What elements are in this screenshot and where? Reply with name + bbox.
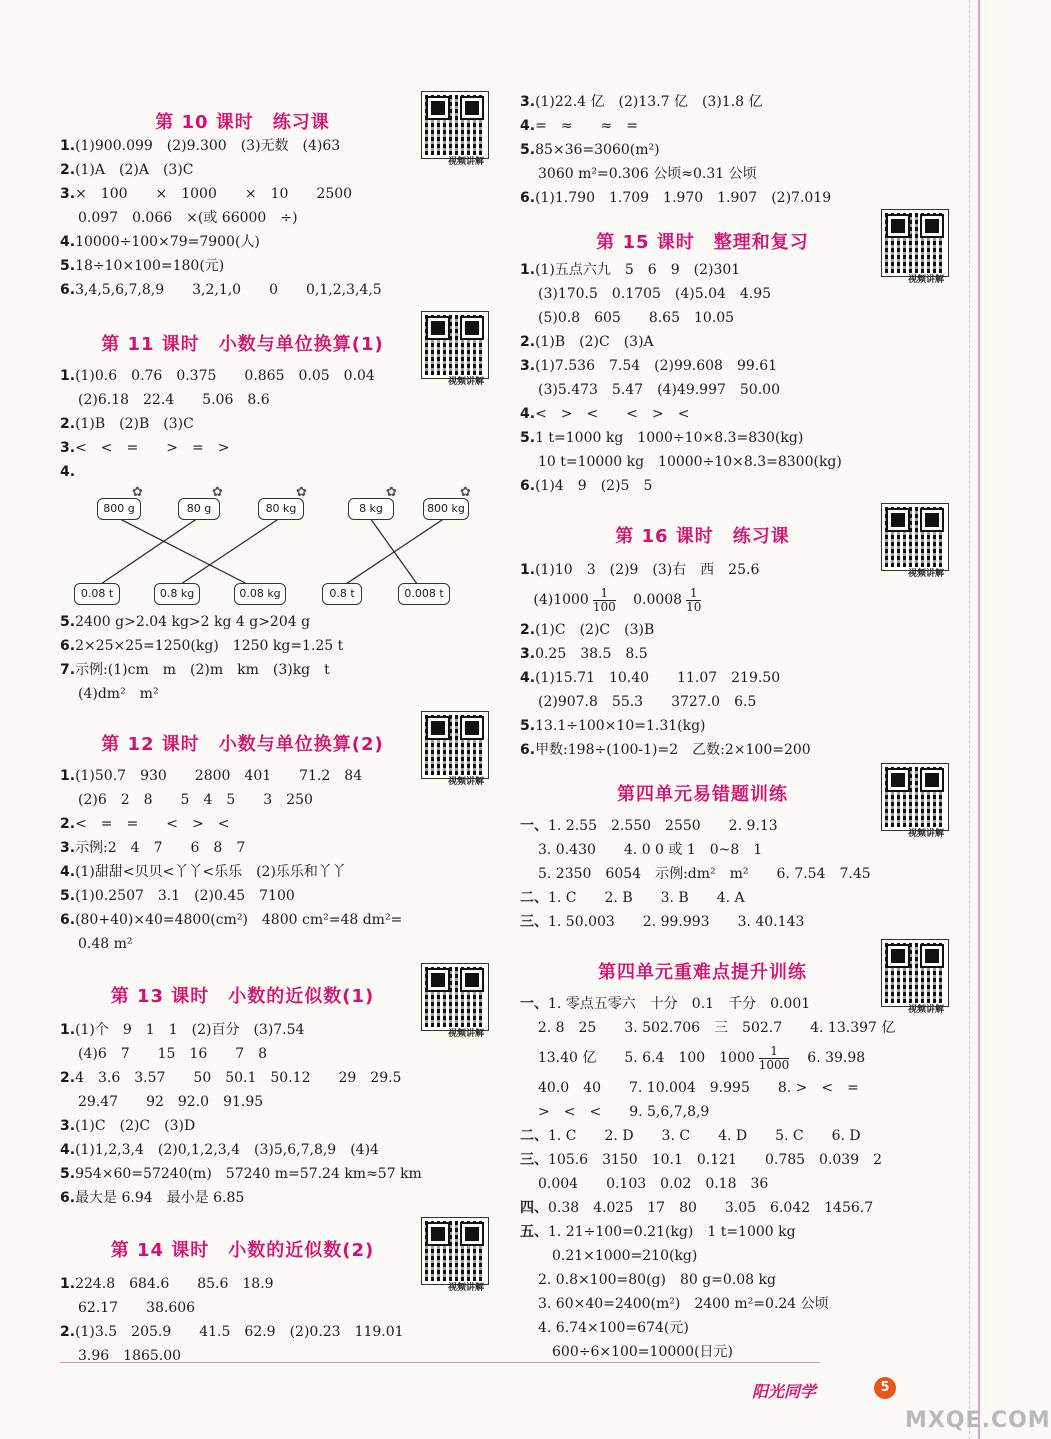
bag-icon: ✿ — [296, 485, 307, 500]
weight-box-top: 800 g — [97, 498, 141, 520]
question-number: 四、 — [520, 1200, 548, 1216]
bag-icon: ✿ — [460, 485, 471, 500]
answer-text: (1)C (2)C (3)D — [75, 1118, 196, 1134]
question-number: 1. — [60, 368, 76, 384]
question-number: 1. — [60, 768, 76, 784]
question-number: 4. — [60, 1142, 76, 1158]
answer-line — [60, 1114, 490, 1138]
answer-line — [520, 1148, 950, 1172]
answer-line — [60, 836, 490, 860]
question-number: 2. — [60, 416, 76, 432]
answer-text: 0.48 m² — [78, 936, 133, 952]
answer-line — [520, 402, 950, 426]
answer-text: (1)900.099 (2)9.300 (3)无数 (4)63 — [75, 138, 341, 154]
answer-text: 2×25×25=1250(kg) 1250 kg=1.25 t — [75, 638, 344, 654]
qr-code-icon[interactable] — [882, 940, 948, 1006]
answer-text: (4)6 7 15 16 7 8 — [78, 1046, 268, 1062]
answer-line — [520, 162, 950, 186]
question-number: 5. — [60, 258, 76, 274]
question-number: 5. — [520, 142, 536, 158]
answer-text: (80+40)×40=4800(cm²) 4800 cm²=48 dm²= — [75, 912, 403, 928]
question-number: 5. — [60, 614, 76, 630]
answer-text: 0.097 0.066 ×(或 66000 ÷) — [78, 210, 298, 226]
question-number: 4. — [60, 864, 76, 880]
answer-text: (1)50.7 930 2800 401 71.2 84 — [75, 768, 363, 784]
answer-line — [520, 1076, 950, 1100]
section-title: 第 12 课时 小数与单位换算(2) — [101, 734, 384, 755]
question-number: 3. — [60, 186, 76, 202]
answer-text: 示例:(1)cm m (2)m km (3)kg t — [75, 662, 330, 678]
answer-text: < > < < > < — [535, 406, 690, 422]
question-number: 三、 — [520, 1152, 548, 1168]
answer-text: (1)15.71 10.40 11.07 219.50 — [535, 670, 781, 686]
qr-caption: 视频讲解 — [907, 569, 944, 579]
question-number: 五、 — [520, 1224, 548, 1240]
weight-box-top: 800 kg — [423, 498, 469, 520]
answer-line — [520, 738, 950, 762]
answer-text: (1)A (2)A (3)C — [75, 162, 194, 178]
answer-text: (1)22.4 亿 (2)13.7 亿 (3)1.8 亿 — [535, 94, 763, 110]
question-number: 2. — [520, 622, 536, 638]
answer-line — [520, 1244, 950, 1268]
answer-line-fraction: 13.40 亿 5. 6.4 100 1000 $\frac{1}{1000}$ 6. 39.98 — [537, 1043, 866, 1072]
qr-caption: 视频讲解 — [907, 829, 944, 839]
section-unit4-advanced — [520, 938, 950, 1364]
question-number: 5. — [520, 718, 536, 734]
question-number: 2. — [60, 816, 76, 832]
weight-box-top: 8 kg — [348, 498, 394, 520]
answer-text: 18÷10×100=180(元) — [75, 258, 225, 274]
answer-line — [60, 158, 490, 182]
answer-text: 3. 60×40=2400(m²) 2400 m²=0.24 公顷 — [538, 1296, 829, 1312]
answer-text: (2)6 2 8 5 4 5 3 250 — [78, 792, 313, 808]
question-number: 2. — [60, 1324, 76, 1340]
qr-code-icon[interactable] — [422, 964, 488, 1030]
answer-line — [520, 114, 950, 138]
answer-line — [60, 1186, 490, 1210]
answer-line: 1.(1)10 3 (2)9 (3)右 西 25.6 — [520, 562, 760, 578]
bag-icon: ✿ — [386, 485, 397, 500]
answer-text: 示例:2 4 7 6 8 7 — [75, 840, 246, 856]
answer-line — [60, 230, 490, 254]
question-number: 4. — [520, 406, 536, 422]
question-number: 4. — [60, 464, 76, 480]
answer-line — [60, 388, 490, 412]
section-lesson-16 — [520, 504, 950, 762]
answer-text: 10 t=10000 kg 10000÷10×8.3=8300(kg) — [538, 454, 842, 470]
qr-code-icon[interactable] — [422, 312, 488, 378]
answer-line — [60, 206, 490, 230]
answer-text: (3)5.473 5.47 (4)49.997 50.00 — [538, 382, 780, 398]
answer-line — [520, 474, 950, 498]
section-title: 第四单元易错题训练 — [617, 784, 788, 805]
question-number: 4. — [60, 234, 76, 250]
footer-rule — [60, 1362, 820, 1363]
answer-text: 1. 2.55 2.550 2550 2. 9.13 — [548, 818, 778, 834]
answer-text: 2400 g>2.04 kg>2 kg 4 g>204 g — [75, 614, 311, 630]
question-number: 2. — [520, 334, 536, 350]
fraction: $\frac{1}{1000}$ — [758, 1043, 790, 1072]
qr-code-icon[interactable] — [882, 504, 948, 570]
answer-line — [520, 1124, 950, 1148]
answer-text: (4)dm² m² — [78, 686, 159, 702]
answer-line — [520, 910, 950, 934]
answer-line — [60, 634, 490, 658]
answer-line — [520, 1196, 950, 1220]
answer-text: (5)0.8 605 8.65 10.05 — [538, 310, 735, 326]
question-number: 3. — [520, 646, 536, 662]
section-title: 第 14 课时 小数的近似数(2) — [110, 1240, 375, 1261]
answer-line: 2. 8 25 3. 502.706 三 502.7 4. 13.397 亿 — [537, 1020, 896, 1036]
answer-text: 最大是 6.94 最小是 6.85 — [75, 1190, 245, 1206]
answer-line — [60, 254, 490, 278]
answer-text: (1)0.6 0.76 0.375 0.865 0.05 0.04 — [75, 368, 375, 384]
answer-text: > < < 9. 5,6,7,8,9 — [538, 1104, 710, 1120]
answer-text: 224.8 684.6 85.6 18.9 — [75, 1276, 274, 1292]
question-number: 6. — [520, 190, 536, 206]
answer-line — [60, 182, 490, 206]
match-line — [370, 518, 420, 588]
question-number: 6. — [60, 912, 76, 928]
qr-caption: 视频讲解 — [907, 1005, 944, 1015]
question-number: 1. — [60, 1022, 76, 1038]
question-number: 2. — [60, 162, 76, 178]
question-number: 4. — [520, 670, 536, 686]
bag-icon: ✿ — [132, 485, 143, 500]
qr-caption: 视频讲解 — [907, 275, 944, 285]
answer-line — [520, 666, 950, 690]
answer-text: (1)甜甜<贝贝<丫丫<乐乐 (2)乐乐和丫丫 — [75, 864, 346, 880]
question-number: 3. — [520, 94, 536, 110]
question-number: 3. — [520, 358, 536, 374]
answer-line — [60, 1344, 490, 1368]
answer-text: 1 t=1000 kg 1000÷10×8.3=830(kg) — [535, 430, 804, 446]
answer-line — [60, 460, 490, 484]
answer-line — [60, 884, 490, 908]
section-lesson-15 — [520, 210, 950, 498]
section-lesson-14 — [60, 1212, 490, 1368]
answer-line — [520, 1220, 950, 1244]
answer-text: (1)个 9 1 1 (2)百分 (3)7.54 — [75, 1022, 305, 1038]
section-title: 第 11 课时 小数与单位换算(1) — [101, 334, 384, 355]
answer-line — [520, 1172, 950, 1196]
answer-line — [520, 1340, 950, 1364]
answer-line — [60, 278, 490, 302]
answer-line — [60, 436, 490, 460]
answer-line — [520, 378, 950, 402]
answer-line — [60, 1320, 490, 1344]
answer-line — [60, 1138, 490, 1162]
answer-text: 3,4,5,6,7,8,9 3,2,1,0 0 0,1,2,3,4,5 — [75, 282, 382, 298]
qr-caption: 视频讲解 — [447, 1029, 484, 1039]
qr-caption: 视频讲解 — [447, 777, 484, 787]
answer-text: (2)6.18 22.4 5.06 8.6 — [78, 392, 270, 408]
question-number: 2. — [60, 1070, 76, 1086]
answer-text: 10000÷100×79=7900(人) — [75, 234, 260, 250]
answer-line — [520, 1100, 950, 1124]
qr-code-icon[interactable] — [882, 764, 948, 830]
qr-code-icon[interactable] — [422, 92, 488, 158]
answer-text: 40.0 40 7. 10.004 9.995 8. > < = — [538, 1080, 859, 1096]
answer-line — [520, 838, 950, 862]
section-title: 第 15 课时 整理和复习 — [596, 232, 809, 253]
match-line — [118, 518, 255, 588]
weight-box-bottom: 0.08 t — [74, 583, 120, 605]
answer-line — [520, 1316, 950, 1340]
qr-code-icon[interactable] — [422, 712, 488, 778]
answer-line — [60, 658, 490, 682]
fraction: $\frac{1}{100}$ — [592, 585, 616, 614]
answer-text: (1)0.2507 3.1 (2)0.45 7100 — [75, 888, 295, 904]
section-lesson-12 — [60, 708, 490, 956]
qr-code-icon[interactable] — [422, 1218, 488, 1284]
answer-line — [60, 788, 490, 812]
question-number: 6. — [60, 282, 76, 298]
section-lesson-11 — [60, 306, 490, 706]
answer-line — [520, 690, 950, 714]
answer-line — [520, 450, 950, 474]
answer-line — [60, 412, 490, 436]
question-number: 7. — [60, 662, 76, 678]
answer-text: 3060 m²=0.306 公顷≈0.31 公顷 — [538, 166, 757, 182]
answer-line — [60, 1162, 490, 1186]
weight-box-bottom: 0.08 kg — [234, 583, 286, 605]
answer-text: 0.004 0.103 0.02 0.18 36 — [538, 1176, 769, 1192]
answer-text: 62.17 38.606 — [78, 1300, 196, 1316]
answer-line — [60, 610, 490, 634]
answer-line — [60, 1042, 490, 1066]
answer-text: (1)7.536 7.54 (2)99.608 99.61 — [535, 358, 778, 374]
match-line — [95, 518, 198, 588]
section-continued — [520, 90, 950, 210]
answer-text: 1. 50.003 2. 99.993 3. 40.143 — [548, 914, 805, 930]
question-number: 三、 — [520, 914, 548, 930]
answer-text: (1)B (2)C (3)A — [535, 334, 654, 350]
section-lesson-13 — [60, 958, 490, 1210]
answer-line — [520, 618, 950, 642]
answer-text: 4. 6.74×100=674(元) — [538, 1320, 689, 1336]
fraction: $\frac{1}{10}$ — [686, 585, 702, 614]
right-column — [520, 90, 950, 1364]
answer-line — [60, 860, 490, 884]
answer-text: 1. C 2. D 3. C 4. D 5. C 6. D — [548, 1128, 861, 1144]
answer-text: < < = > = > — [75, 440, 230, 456]
answer-text: 954×60=57240(m) 57240 m=57.24 km≈57 km — [75, 1166, 422, 1182]
answer-text: (1)C (2)C (3)B — [535, 622, 655, 638]
answer-text: 5. 2350 6054 示例:dm² m² 6. 7.54 7.45 — [538, 866, 871, 882]
answer-line — [60, 682, 490, 706]
weight-box-top: 80 g — [178, 498, 220, 520]
qr-caption: 视频讲解 — [447, 1283, 484, 1293]
answer-line — [520, 714, 950, 738]
answer-text: 0.38 4.025 17 80 3.05 6.042 1456.7 — [548, 1200, 874, 1216]
answer-text: (1)B (2)B (3)C — [75, 416, 194, 432]
answer-line — [520, 642, 950, 666]
answer-line — [520, 330, 950, 354]
question-number: 二、 — [520, 890, 548, 906]
qr-caption: 视频讲解 — [447, 377, 484, 387]
answer-text: 1. C 2. B 3. B 4. A — [548, 890, 745, 906]
answer-line — [520, 426, 950, 450]
answer-text: (2)907.8 55.3 3727.0 6.5 — [538, 694, 757, 710]
answer-line-fractions: (4)1000 $\frac{1}{100}$ 0.0008 $\frac{1}{10}$ — [533, 585, 702, 614]
question-number: 1. — [60, 1276, 76, 1292]
answer-line — [520, 1292, 950, 1316]
weight-box-top: 80 kg — [258, 498, 304, 520]
answer-line — [60, 1066, 490, 1090]
question-number: 4. — [520, 118, 536, 134]
section-title: 第四单元重难点提升训练 — [598, 962, 807, 983]
match-line — [340, 518, 445, 588]
answer-text: 4 3.6 3.57 50 50.1 50.12 29 29.5 — [75, 1070, 402, 1086]
answer-text: 3. 0.430 4. 0 0 或 1 0~8 1 — [538, 842, 763, 858]
question-number: 3. — [60, 1118, 76, 1134]
answer-line — [60, 1296, 490, 1320]
answer-text: 3.96 1865.00 — [78, 1348, 182, 1364]
answer-text: (3)170.5 0.1705 (4)5.04 4.95 — [538, 286, 772, 302]
answer-line — [520, 186, 950, 210]
weight-box-bottom: 0.008 t — [398, 583, 450, 605]
answer-text: 29.47 92 92.0 91.95 — [78, 1094, 264, 1110]
weight-box-bottom: 0.8 t — [322, 583, 362, 605]
question-number: 5. — [60, 888, 76, 904]
answer-line — [520, 90, 950, 114]
answer-line — [520, 886, 950, 910]
answer-text: 2. 0.8×100=80(g) 80 g=0.08 kg — [538, 1272, 776, 1288]
answer-text: × 100 × 1000 × 10 2500 — [75, 186, 353, 202]
answer-text: 甲数:198÷(100-1)=2 乙数:2×100=200 — [535, 742, 811, 758]
question-number: 5. — [520, 430, 536, 446]
question-number: 1. — [520, 262, 536, 278]
page-edge-line — [978, 0, 980, 1439]
answer-text: (1)4 9 (2)5 5 — [535, 478, 653, 494]
qr-code-icon[interactable] — [882, 210, 948, 276]
answer-text: 0.25 38.5 8.5 — [535, 646, 648, 662]
question-number: 6. — [60, 638, 76, 654]
bag-icon: ✿ — [212, 485, 223, 500]
answer-text: 600÷6×100=10000(日元) — [538, 1344, 734, 1360]
question-number: 5. — [60, 1166, 76, 1182]
section-title: 第 16 课时 练习课 — [615, 526, 790, 547]
answer-line — [60, 908, 490, 932]
brand-logo: 阳光同学 — [752, 1382, 817, 1401]
answer-text: (1)五点六九 5 6 9 (2)301 — [535, 262, 741, 278]
answer-line — [520, 862, 950, 886]
question-number: 6. — [60, 1190, 76, 1206]
weight-box-bottom: 0.8 kg — [154, 583, 200, 605]
answer-line — [520, 354, 950, 378]
section-title: 第 10 课时 练习课 — [155, 112, 330, 133]
answer-line — [520, 306, 950, 330]
section-title: 第 13 课时 小数的近似数(1) — [110, 986, 375, 1007]
answer-line — [60, 812, 490, 836]
answer-text: = ≈ ≈ = — [535, 118, 638, 134]
answer-text: 1. 21÷100=0.21(kg) 1 t=1000 kg — [548, 1224, 796, 1240]
section-unit4-errors — [520, 764, 950, 934]
answer-line — [520, 282, 950, 306]
question-number: 一、 — [520, 818, 548, 834]
left-column — [60, 88, 490, 1368]
answer-text: (1)1.790 1.709 1.970 1.907 (2)7.019 — [535, 190, 832, 206]
answer-line — [520, 1268, 950, 1292]
answer-text: < = = < > < — [75, 816, 230, 832]
question-number: 3. — [60, 840, 76, 856]
answer-text: 13.1÷100×10=1.31(kg) — [535, 718, 706, 734]
matching-diagram — [60, 485, 471, 606]
page-edge-dashed-line — [969, 0, 970, 1439]
answer-line — [520, 138, 950, 162]
question-number: 1. — [60, 138, 76, 154]
page-number-badge: 5 — [874, 1377, 896, 1399]
watermark: MXQE.COM — [905, 1408, 1051, 1433]
question-number: 6. — [520, 478, 536, 494]
question-number: 6. — [520, 742, 536, 758]
qr-caption: 视频讲解 — [447, 157, 484, 167]
answer-line — [60, 932, 490, 956]
answer-text: (1)1,2,3,4 (2)0,1,2,3,4 (3)5,6,7,8,9 (4)4 — [75, 1142, 379, 1158]
answer-line — [60, 1090, 490, 1114]
answer-text: 105.6 3150 10.1 0.121 0.785 0.039 2 — [548, 1152, 883, 1168]
question-number: 二、 — [520, 1128, 548, 1144]
match-line — [175, 518, 280, 588]
answer-text: 85×36=3060(m²) — [535, 142, 660, 158]
answer-text: 0.21×1000=210(kg) — [538, 1248, 698, 1264]
question-number: 3. — [60, 440, 76, 456]
answer-line: 一、1. 零点五零六 十分 0.1 千分 0.001 — [520, 996, 811, 1012]
answer-text: (1)3.5 205.9 41.5 62.9 (2)0.23 119.01 — [75, 1324, 404, 1340]
section-lesson-10 — [60, 88, 490, 302]
